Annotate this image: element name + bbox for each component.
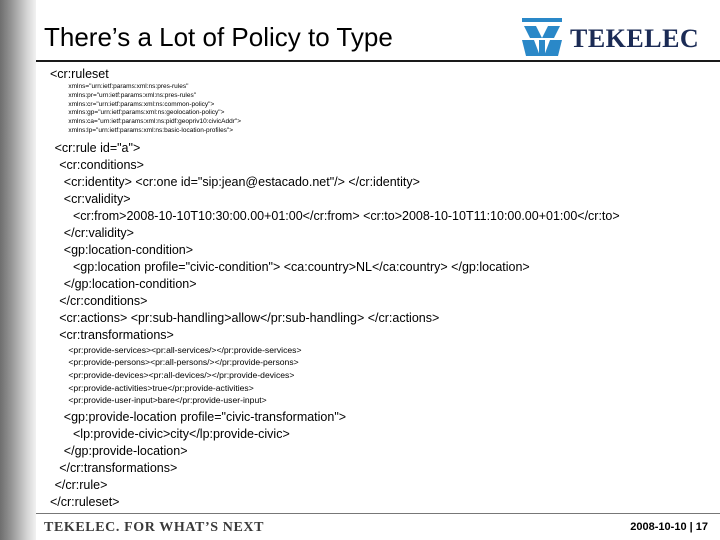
code-line: <pr:provide-user-input>bare</pr:provide-user-input> [68,395,267,406]
code-line: <cr:from>2008-10-10T10:30:00.00+01:00</cr:from> <cr:to>2008-10-10T11:10:00.00+01:00</cr:to> [73,208,620,223]
slide-title: There’s a Lot of Policy to Type [44,22,393,52]
code-line: <cr:ruleset [50,67,109,81]
code-line: </gp:location-condition> [63,276,197,291]
tekelec-sunburst-icon [520,16,564,60]
code-line: xmlns:ca="urn:ietf:params:xml:ns:pidf:geopriv10:civicAddr"> [68,118,241,126]
code-line: xmlns:lp="urn:ietf:params:xml:ns:basic-location-profiles"> [68,126,234,134]
footer-divider [36,513,720,514]
code-line: <cr:conditions> [59,157,144,172]
left-gradient-band [0,0,36,540]
code-line: xmlns:pr="urn:ietf:params:xml:ns:pres-rules" [68,91,197,99]
code-line: <pr:provide-devices><pr:all-devices/></pr:provide-devices> [68,369,295,380]
code-line: <gp:location-condition> [63,242,194,257]
code-line: </cr:transformations> [59,460,178,475]
title-divider [36,60,720,62]
code-line: <pr:provide-activities>true</pr:provide-activities> [68,382,254,393]
logo-text: TEKELEC [570,24,700,53]
code-line: <cr:transformations> [59,327,174,342]
code-line: </cr:ruleset> [50,494,120,509]
code-line: <pr:provide-persons><pr:all-persons/></pr:provide-persons> [68,357,299,368]
code-line: <cr:rule id="a"> [54,140,141,155]
code-line: </cr:validity> [63,225,134,240]
code-line: xmlns:gp="urn:ietf:params:xml:ns:geolocation-policy"> [68,109,225,117]
code-line: <cr:actions> <pr:sub-handling>allow</pr:sub-handling> </cr:actions> [59,310,440,325]
code-line: xmlns="urn:ietf:params:xml:ns:pres-rules" [68,83,189,90]
code-line: xmlns:cr="urn:ietf:params:xml:ns:common-policy"> [68,100,215,108]
tekelec-logo [520,16,700,60]
code-line: <lp:provide-civic>city</lp:provide-civic> [73,426,290,441]
xml-code-block [50,66,710,511]
code-line: <gp:location profile="civic-condition"> <ca:country>NL</ca:country> </gp:location> [73,259,530,274]
footer-date-page: 2008-10-10 | 17 [630,521,708,533]
footer-tagline: TEKELEC. FOR WHAT’S NEXT [44,520,265,535]
code-line: <pr:provide-services><pr:all-services/></pr:provide-services> [68,344,302,355]
code-line: <cr:identity> <cr:one id="sip:jean@estacado.net"/> </cr:identity> [63,174,420,189]
code-line: <cr:validity> [63,191,131,206]
code-line: <gp:provide-location profile="civic-transformation"> [63,409,347,424]
code-line: </cr:conditions> [59,293,148,308]
code-line: </cr:rule> [54,477,108,492]
code-line: </gp:provide-location> [63,443,188,458]
